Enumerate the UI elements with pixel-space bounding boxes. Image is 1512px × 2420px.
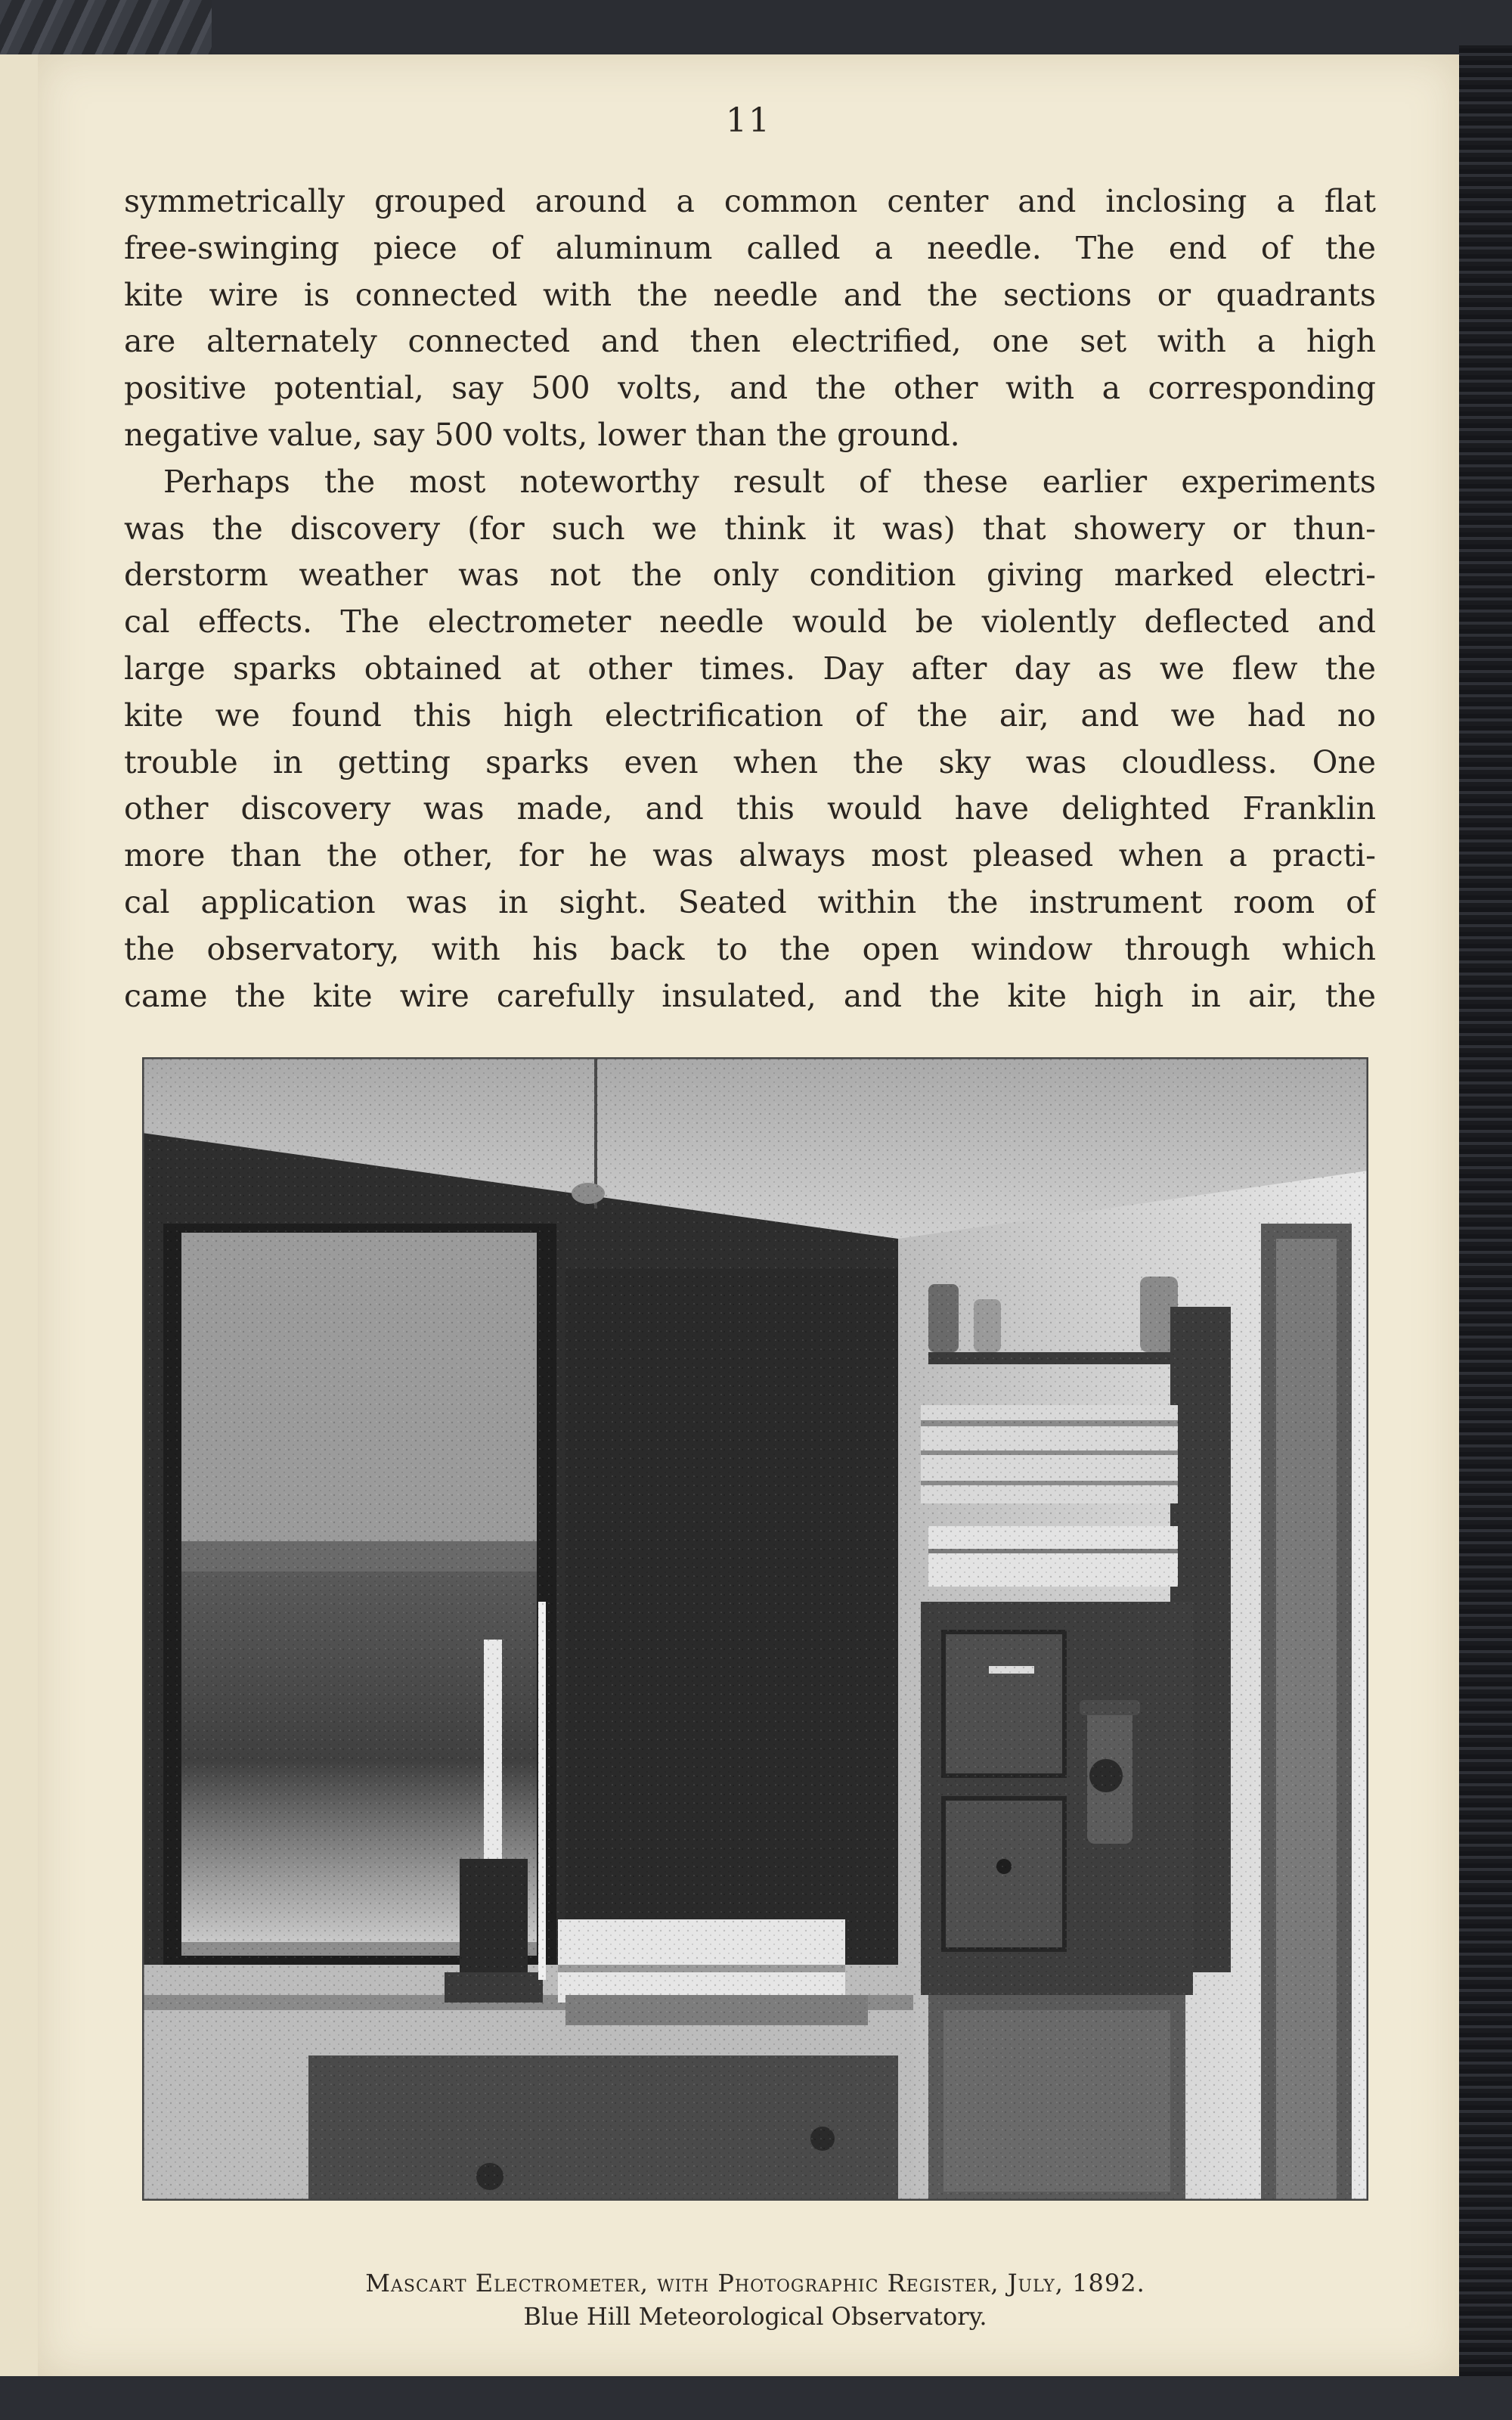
text-line: are alternately connected and then electrified, one set with a high (124, 323, 1376, 360)
book-page (38, 54, 1459, 2376)
book-cover-edge (1459, 45, 1512, 2420)
body-text (124, 178, 1376, 1019)
text-line: kite we found this high electrification of the air, and we had no (124, 697, 1376, 734)
text-line: negative value, say 500 volts, lower than the ground. (124, 416, 960, 453)
text-line: was the discovery (for such we think it was) that showery or thun- (124, 510, 1376, 547)
facing-page-edge (0, 54, 40, 2376)
figure-photograph (142, 1057, 1368, 2246)
text-line: cal application was in sight. Seated within the instrument room of (124, 883, 1376, 920)
text-line: symmetrically grouped around a common center and inclosing a flat (124, 183, 1376, 219)
text-line: positive potential, say 500 volts, and the other with a corresponding (124, 370, 1376, 407)
marbled-cover-edge (0, 0, 212, 54)
text-line: kite wire is connected with the needle and the sections or quadrants (124, 276, 1376, 313)
electrometer-room-photo (142, 1057, 1368, 2201)
book-binding-bottom (0, 2376, 1512, 2420)
book-binding-top (0, 0, 1512, 54)
text-line: large sparks obtained at other times. Day after day as we flew the (124, 650, 1376, 687)
text-line: the observatory, with his back to the open window through which (124, 930, 1376, 967)
text-line: other discovery was made, and this would have delighted Franklin (124, 790, 1376, 827)
text-line: derstorm weather was not the only condition giving marked electri- (124, 557, 1376, 594)
figure-caption-subtitle: Blue Hill Meteorological Observatory. (523, 2302, 987, 2331)
figure-caption-title: Mascart Electrometer, with Photographic Register, July, 1892. (365, 2269, 1145, 2297)
text-line: trouble in getting sparks even when the sky was cloudless. One (124, 743, 1376, 780)
text-line: came the kite wire carefully insulated, and the kite high in air, the (124, 977, 1376, 1014)
text-line: more than the other, for he was always most pleased when a practi- (124, 837, 1376, 874)
page-number: 11 (726, 101, 771, 140)
text-line: free-swinging piece of aluminum called a needle. The end of the (124, 229, 1376, 266)
text-line: Perhaps the most noteworthy result of these earlier experiments (163, 463, 1376, 500)
text-line: cal effects. The electrometer needle would be violently deflected and (124, 603, 1376, 641)
